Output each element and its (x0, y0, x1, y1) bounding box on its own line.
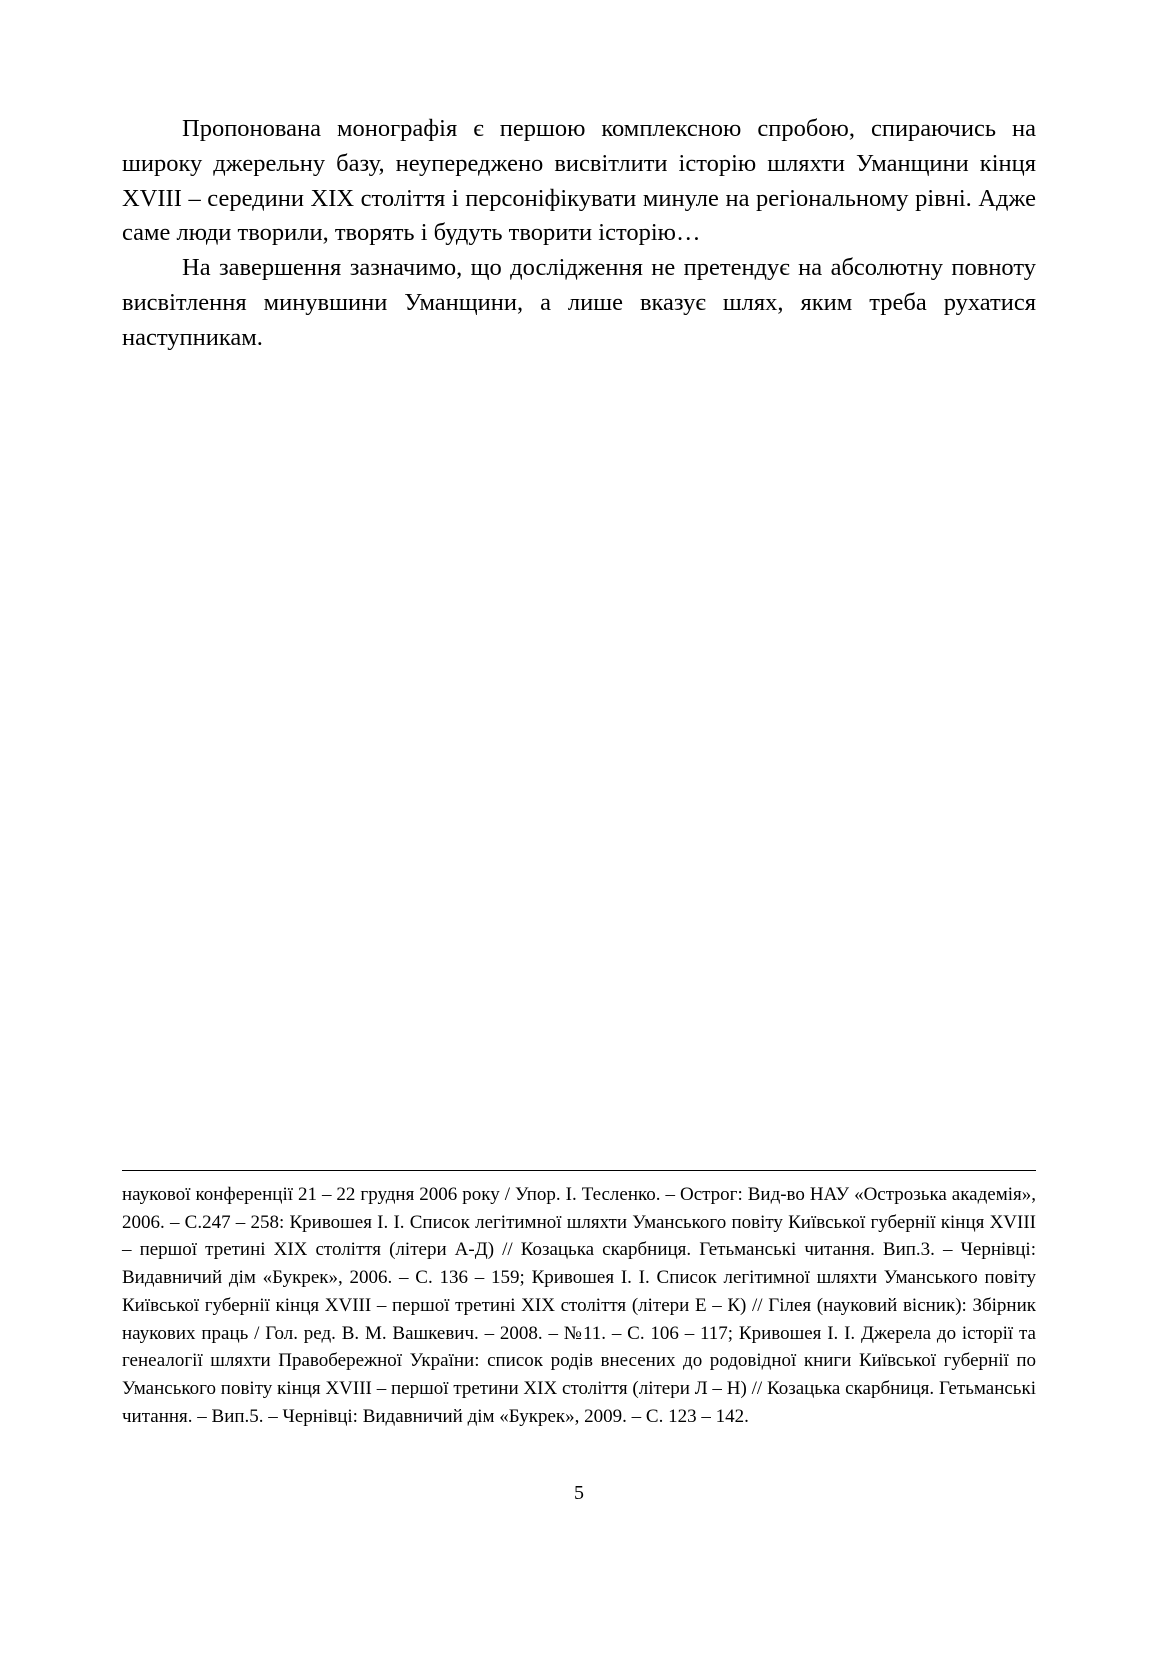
paragraph-2: На завершення зазначимо, що дослідження не претендує на абсолютну повноту висвітлення минувшини Уманщини, а лише вказує шлях, яким треба рухатися наступникам. (122, 254, 1036, 351)
paragraph-1: Пропонована монографія є першою комплексною спробою, спираючись на широку джерельну базу, неупереджено висвітлити історію шляхти Уманщини кінця XVIII – середини XIX століття і персоніфікувати минуле на регіональному рівні. Адже саме люди творили, творять і будуть творити історію… (122, 115, 1036, 247)
page-number: 5 (574, 1482, 584, 1504)
body-text-block (122, 112, 1036, 355)
footnote-text: наукової конференції 21 – 22 грудня 2006 року / Упор. І. Тесленко. – Острог: Вид-во НАУ «Острозька академія», 2006. – С.247 – 258: Кривошея І. І. Список легітимної шляхти Уманського повіту Київської губернії кінця XVIII – першої третині XIX століття (літери А-Д) // Козацька скарбниця. Гетьманські читання. Вип.3. – Чернівці: Видавничий дім «Букрек», 2006. – С. 136 – 159; Кривошея І. І. Список легітимної шляхти Уманського повіту Київської губернії кінця XVIII – першої третині XIX століття (літери Е – К) // Гілея (науковий вісник): Збірник наукових праць / Гол. ред. В. М. Вашкевич. – 2008. – №11. – С. 106 – 117; Кривошея І. І. Джерела до історії та генеалогії шляхти Правобережної України: список родів внесених до родовідної книги Київської губернії по Уманського повіту кінця XVIII – першої третини XIX століття (літери Л – Н) // Козацька скарбниця. Гетьманські читання. – Вип.5. – Чернівці: Видавничий дім «Букрек», 2009. – С. 123 – 142. (122, 1184, 1036, 1427)
footnote-separator (122, 1170, 1036, 1171)
footnote-block (122, 1170, 1036, 1431)
